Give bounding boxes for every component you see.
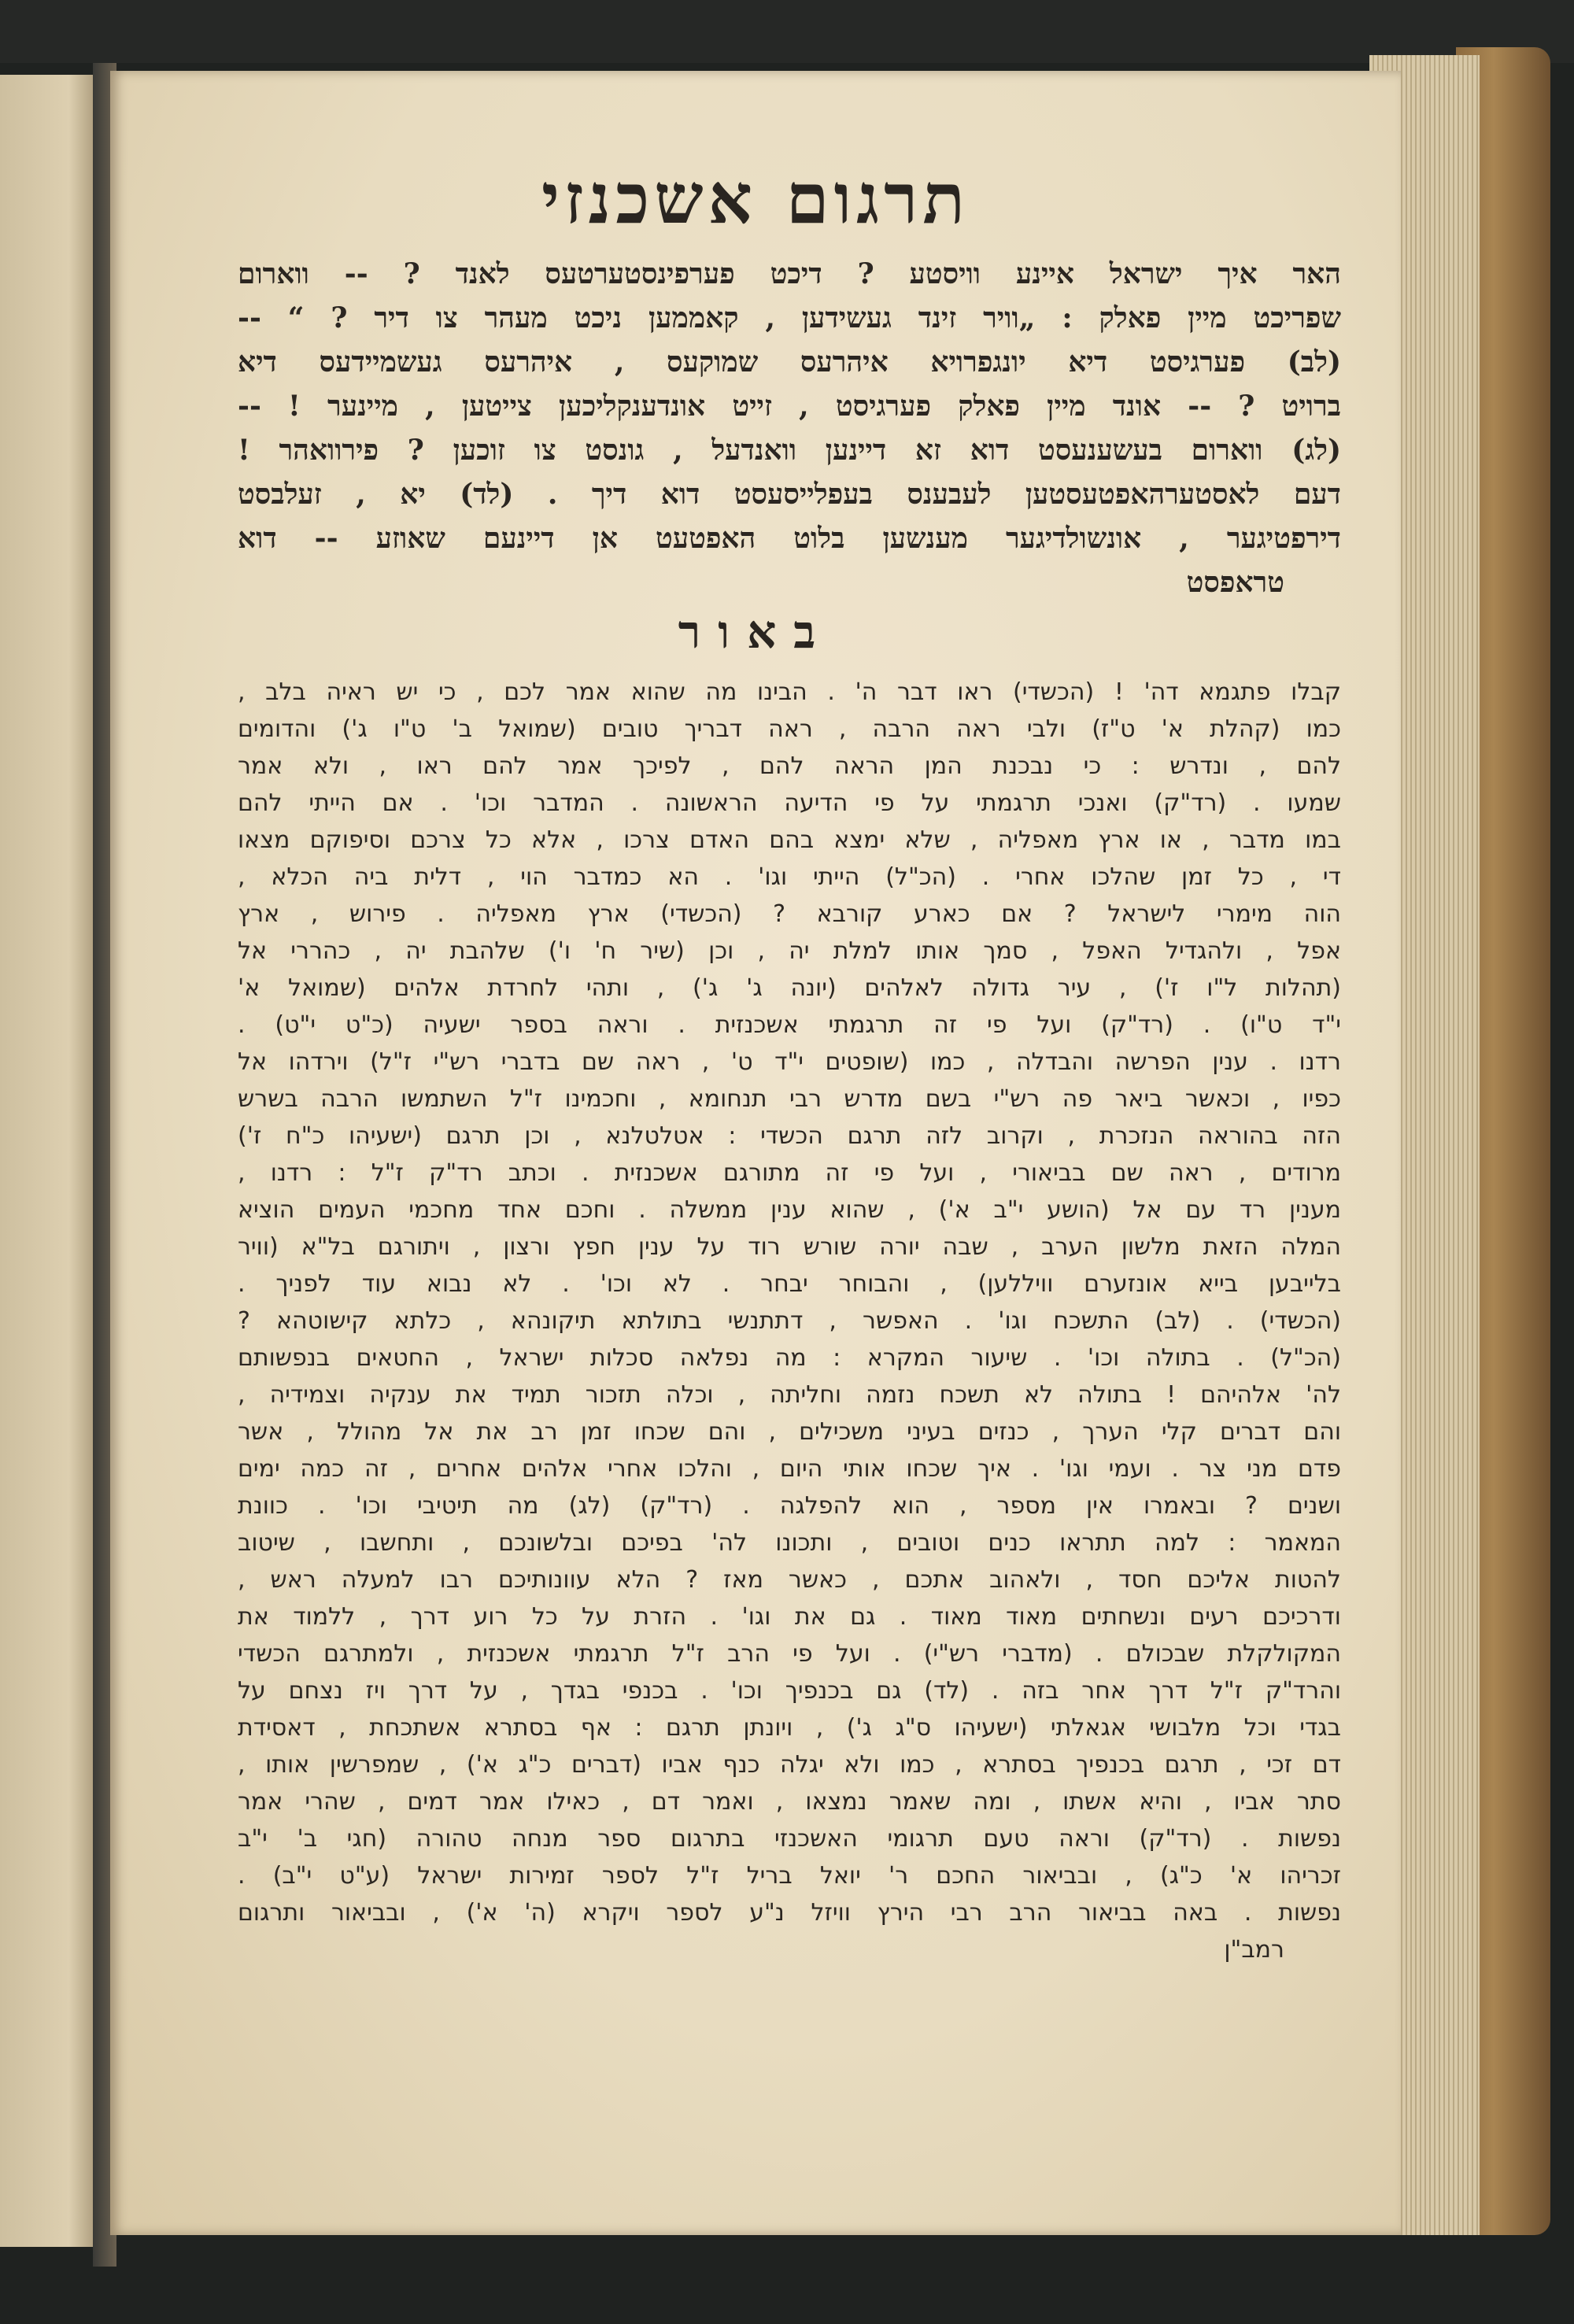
commentary-line: י"ד ט"ו) . (רד"ק) ועל פי זה תרגמתי אשכנזית . וראה בספר ישעיה (כ"ט י"ט) . (238, 1011, 1341, 1039)
commentary-line: פדם מני צר . ועמי וגו' . איך שכחו אותי היום , והלכו אחרי אלהים אחרים , זה כמה ימים (238, 1455, 1341, 1483)
commentary-line: נפשות . (רד"ק) וראה טעם תרגומי האשכנזי בתרגום ספר מנחה טהורה (חגי ב' י"ב (238, 1825, 1341, 1853)
commentary-line: די , כל זמן שהלכו אחרי . (הכ"ל) הייתי וגו' . הא כמדבר הוי , דלית ביה הכלא , (238, 863, 1341, 891)
commentary-line: נפשות . באה בביאור הרב רבי הירץ וויזל נ"ע לספר ויקרא (ה' א') , ובביאור ותרגום (238, 1899, 1341, 1927)
translation-line: דעם לאסטערהאפטעסטען לעבענס בעפלייסעסט דוא דיך . (לד) יא , זעלבסט (238, 478, 1341, 511)
scan-background-top (0, 0, 1574, 63)
commentary-line: במו מדבר , או ארץ מאפליה , שלא ימצא בהם האדם צרכו , אלא כל צרכם וסיפוקם מצאו (238, 826, 1341, 854)
commentary-line: ודרכיכם רעים ונשחתים מאוד מאוד . גם את וגו' . הזרת על כל רוע דרך , ללמוד את (238, 1603, 1341, 1631)
commentary-line: הוה מימרי לישראל ? אם כארע קורבא ? (הכשדי) ארץ מאפליה . פירוש , ארץ (238, 900, 1341, 928)
commentary-line: והרד"ק ז"ל דרך אחר בזה . (לד) גם בכנפיך וכו' . בכנפי בגדך , על דרך ויז נצחם על (238, 1677, 1341, 1705)
commentary-line: מענין רד עם אל (הושע י"ב א') , שהוא ענין ממשלה . וחכם אחד מחכמי העמים הוציא (238, 1196, 1341, 1224)
commentary-line: לה' אלהיהם ! בתולה לא תשכח נזמה וחליתה , וכלה תזכור תמיד את ענקיה וצמידיה , (238, 1381, 1341, 1409)
commentary-line: (הכ"ל) . בתולה וכו' . שיעור המקרא : מה נפלאה סכלות ישראל , החטאים בנפשותם (238, 1344, 1341, 1372)
commentary-line: ושנים ? ובאמרו אין מספר , הוא להפלגה . (רד"ק) (לג) מה תיטיבי וכו' . כוונת (238, 1492, 1341, 1520)
commentary-line: שמעו . (רד"ק) ואנכי תרגמתי על פי הדיעה הראשונה . המדבר וכו' . אם הייתי להם (238, 789, 1341, 817)
commentary-line: מרודים , ראה שם בביאורי , ועל פי זה מתורגם אשכנזית . וכתב רד"ק ז"ל : רדנו , (238, 1159, 1341, 1187)
commentary-line: דם זכי , תרגם בכנפיך בסתרא , כמו ולא יגלה כנף אביו (דברים כ"ג א') , שמפרשין אותו , (238, 1751, 1341, 1779)
commentary-line: רמב"ן (1224, 1936, 1284, 1964)
translation-line: (לג) ווארום בעשענעסט דוא זא דיינען וואנדעל , גונסט צו זוכען ? פירוואהר ! (238, 434, 1341, 467)
section-heading: באור (678, 605, 833, 659)
book-page (110, 71, 1401, 2235)
commentary-line: סתר אביו , והיא אשתו , ומה שאמר נמצאו , ואמר דם , כאילו אמר דמים , שהרי אמר (238, 1788, 1341, 1816)
commentary-line: רדנו . ענין הפרשה והבדלה , כמו (שופטים י"ד ט' , ראה שם בדברי רש"י ז"ל) וירדהו אל (238, 1048, 1341, 1076)
commentary-line: והם דברים קלי הערך , כנזים בעיני משכילים , והם שכחו זמן רב את אל מהולל , אשר (238, 1418, 1341, 1446)
commentary-line: המאמר : למה תתראו כנים וטובים , ותכונו לה' בפיכם ובלשונכם , ותחשבו , שיטוב (238, 1529, 1341, 1557)
commentary-line: אפל , ולהגדיל האפל , סמך אותו למלת יה , וכן (שיר ח' ו') שלהבת יה , כהררי אל (238, 937, 1341, 965)
commentary-line: בגדי וכל מלבושי אגאלתי (ישעיהו ס"ג ג') , ויונתן תרגם : אף בסתרא אשתכחת , דאסידת (238, 1714, 1341, 1742)
commentary-line: כפיו , וכאשר ביאר פה רש"י בשם מדרש רבי תנחומא , וחכמינו ז"ל השתמשו הרבה בשרש (238, 1085, 1341, 1113)
commentary-line: (תהלות ל"ו ז') , עיר גדולה לאלהים (יונה ג' ג') , ותהי לחרדת אלהים (שמואל א' (238, 974, 1341, 1002)
commentary-line: זכריהו א' כ"ג) , ובביאור החכם ר' יואל בריל ז"ל לספר זמירות ישראל (ע"ט י"ב) . (238, 1862, 1341, 1890)
translation-line: שפריכט מיין פאלק : „וויר זינד געשידען , קאממען ניכט מעהר צו דיר ? “ -- (238, 301, 1341, 334)
facing-page-edge (0, 75, 98, 2247)
translation-line: ברויט ? -- אונד מיין פאלק פערגיסט , זייט אונדענקליכען צייטען , מיינער ! -- (238, 390, 1341, 423)
commentary-line: הזה בהוראה הנזכרת , וקרוב לזה תרגם הכשדי : אטלטלנא , וכן תרגם (ישעיהו כ"ח ז') (238, 1122, 1341, 1150)
translation-line: האר איך ישראל איינע וויסטע ? דיכט פערפינסטערטעס לאנד ? -- ווארום (238, 257, 1341, 290)
page-title: תרגום אשכנזי (541, 157, 970, 239)
translation-line: דירפטיגער , אונשולדיגער מענשען בלוט האפטעט אן דיינעם שאוזע -- דוא (238, 522, 1341, 555)
commentary-line: להם , ונדרש : כי נבכנת המן הראה להם , לפיכך אמר להם ראו , ולא אמר (238, 752, 1341, 780)
commentary-line: כמו (קהלת א' ט"ז) ולבי ראה הרבה , ראה דבריך טובים (שמואל ב' ט"ו ג') והדומים (238, 715, 1341, 743)
commentary-line: המלה הזאת מלשון הערב , שבה יורה שורש רוד על ענין חפץ ורצון , ויתורגם בל"א (וויר (238, 1233, 1341, 1261)
translation-line: טראפסט (1186, 566, 1284, 599)
commentary-line: המקולקלת שבכולם . (מדברי רש"י) . ועל פי הרב ז"ל תרגמתי אשכנזית , ולמתרגם הכשדי (238, 1640, 1341, 1668)
commentary-line: להטות אליכם חסד , ולאהוב אתכם , כאשר מאז ? הלא עוונותיכם רבו למעלה ראש , (238, 1566, 1341, 1594)
commentary-line: (הכשדי) . (לב) התשכח וגו' . האפשר , דתתנשי בתולתא תיקונהא , כלתא קישוטהא ? (238, 1307, 1341, 1335)
commentary-line: בלייבען בייא אונזערם וויללען) , והבוחר יבחר . לא וכו' . לא נבוא עוד לפניך . (238, 1270, 1341, 1298)
translation-line: (לב) פערגיסט דיא יונגפרויא איהרעס שמוקעס , איהרעס געשמיידעס דיא (238, 345, 1341, 379)
commentary-line: קבלו פתגמא דה' ! (הכשדי) ראו דבר ה' . הבינו מה שהוא אמר לכם , כי יש ראיה בלב , (238, 678, 1341, 706)
